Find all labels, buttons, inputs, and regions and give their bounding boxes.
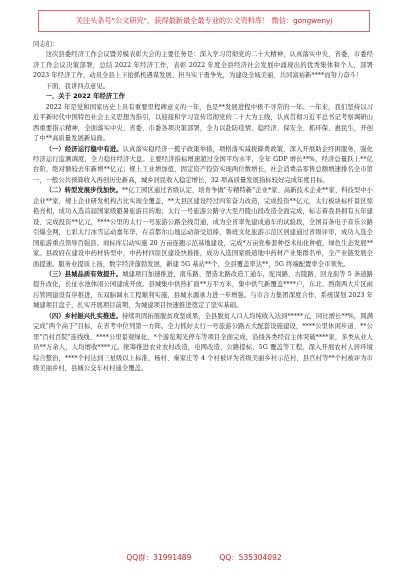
subsection-2-text: **亿工园区通过省级认定，培育争做"专精特新"企业*家、高新技术企业**家、科技型中小企业**家，规上企业研发机构占比实现全覆盖，**大县区建设经过四年奋力改造，完成投资**亿元，太行板块标杆景区惊艳亮相，成功入选首届国家级避暑旅游目的地；太行一号旅游公路守大至丹陵山段改造全面完成，标志着我县拥有五年建设、完成投资**亿元，****公里的太行一号旅游公路全线贯通，成为全省率先建成通车的试验段，全国首条电子音乐公路引爆全网，七彩太行冰雪运动嘉年华，在首都尔山地运动备受追捧，鲁班文化旅游示范区创建通过省级评审，成功入选全国旅游重点领导百强县。商标库启动实施 20 万亩连翘示范基地建设，完成*万亩党参套种苍术仙化种植，绿色生态发展**家。县政府在建设中药材转型中，中药材四原区建设快推推，成功入选国家级道地中药材产业集群名单，全产业链发展全面提速。服务业提质上扬，数字经济蓬勃发展，新建 5G 基站**个，全县覆盖率达**，5G 终端配置率全市领先。: [33, 187, 374, 268]
subsection-3: [33, 270, 373, 312]
qq-number-text: QQ：535304092: [219, 553, 282, 562]
subsection-3-title: （三）县城品质有效提升。: [45, 270, 123, 278]
salutation: 同志们：: [33, 41, 59, 48]
subsection-1-title: （一）经济运行稳中有进。: [45, 145, 123, 153]
subsection-1: [33, 145, 373, 187]
qq-group-text: QQ群：31991489: [126, 553, 192, 562]
subsection-2: [33, 186, 373, 270]
subsection-4-text: 持续巩固拓展脱贫攻坚成果，全县脱贫人口人均纯收入达到*****元，同比增长**%，圆满完成"两个高于"目标，在省考中位列第一方阵。全力抓好太行一号旅游公路五大配套设施建设，****公里休闲步道、**公里"百村百院"连线线、****公里景观绿化，*个游览观光停车等项目全面完成，沿线各类经营主体突破****家，多类从业人员**万余人，人均增收****元。统筹推进农业农村改造，电网改造、公路提标、5G 覆盖等工程，深入开展农村人居环境综合整治，****个村达到三星级以上标准，杨村、秦家庄等 4 个村被评为省级美丽乡村示范村，县宫村等**个村被评为市级美丽乡村，县城公交车村村通全覆盖。: [33, 312, 374, 373]
subsection-4: [33, 312, 373, 375]
subsection-1-text: 认真落实稳经济一揽子政策举措，项格落实减税降费政策，深入开展助企纾困服务，强化经济运行监测调度，全力稳住经济大盘。主要经济指标增速超过全国平均水平，全年 GDP 增长**%，经济总量跃上**亿台阶，绝对额较去年新增**亿元；规上工业增加值、固定资产投资实现两位数增长，社会消费品零售总额增速排名全市第一，一般公共预算收入再创历史新高，城乡居民收入稳定增长，32 项高质量发展指标较好完成年度目标。: [33, 145, 373, 184]
intro-paragraph: 这次县委经济工作会议暨劳模表彰大会的主要任务是：深入学习贯彻党的二十大精神，认真落实中央、省委、市委经济工作会议决策部署，总结 2022 年经济工作，表彰 2022 年度全县经济社会发展中涌现出的优秀集体和个人，部署 2023 年经济工作，动员全县上下抢抓机遇谋发展、担当实干勇争先，为建设全域美丽、共同富裕新****而努力奋斗！: [33, 51, 373, 80]
intro-transition: 下面，我讲四点意见。: [45, 82, 110, 90]
contact-footer: [0, 552, 408, 568]
subsection-4-title: （四）乡村振兴扎实推进。: [45, 312, 122, 320]
section-paragraph: 2022 年是党和国家历史上具有重要里程碑意义的一年，也是**发展进程中极不寻常的一年。一年来，我们坚持以习近平新时代中国特色社会主义思想为指引，以迎接和学习宣传贯彻党的二十大为主线，认真贯彻习近平总书记考察调研山西重要指示精神，全面落实中央、省委、市委各项决策部署，全力以赴防疫情、稳经济、保安全、抓环保、惠民生，开创了中**高质量发展新局面。: [33, 103, 373, 143]
promo-banner: [38, 10, 370, 32]
promo-banner-text: 关注头条号"公文研究"，获得最新最全最专业的公文资料库！ 微信：gongwenyj: [75, 16, 333, 25]
document-body: [33, 40, 373, 375]
section-heading: 一、关于 2022 年经济工作: [45, 93, 125, 101]
subsection-2-title: （二）转型发展步伐加快。: [45, 187, 122, 195]
subsection-3-text: 城建项目加速推进，南乐路、塑造北路改造工通车，驼岗路、古陵路、回龙街等 5 条道路提升改化，长征水池体闲公园建成开放。县城集中供热扩面**万平方米，集中供气新覆盖****户，东北、西南两大片区雨污管网建设有序推进，东双脑调水工程顺利实施，县城水源承力进一步增强。与市合力集团深度合作，系统谋划 2023 年城建项目盘子，扎实开展项目前期，为城建项目快速推进奠定了坚实基础。: [33, 270, 373, 310]
